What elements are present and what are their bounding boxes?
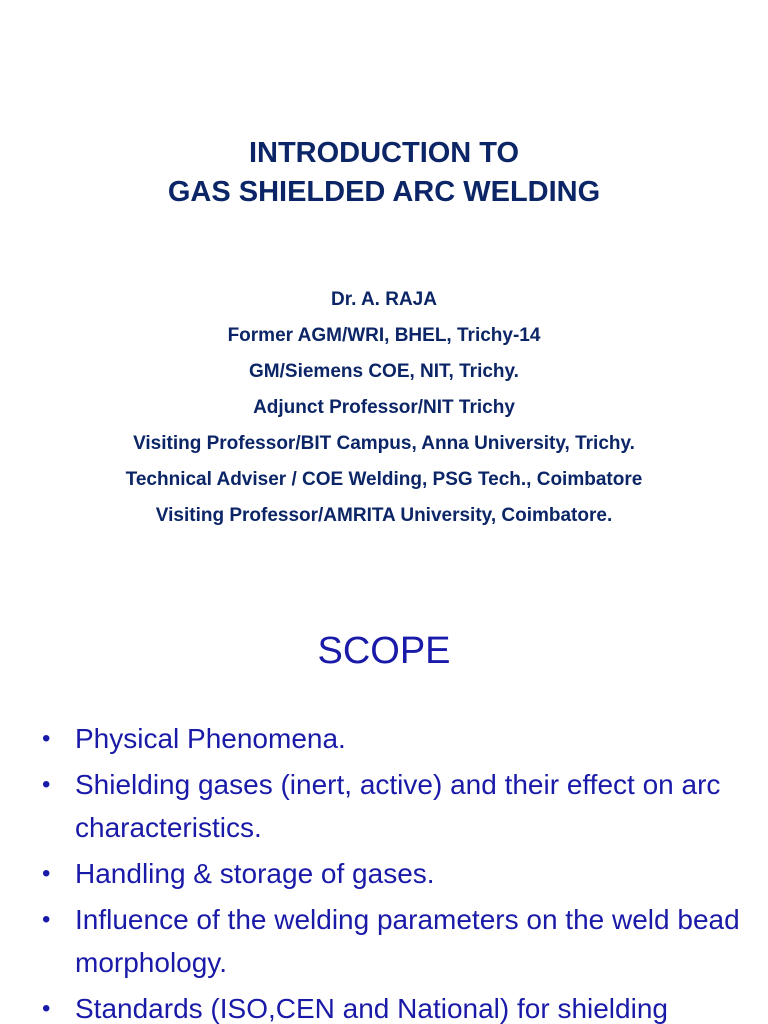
author-line: Visiting Professor/AMRITA University, Coimbatore.	[155, 505, 613, 526]
scope-bullet-list	[42, 717, 742, 1024]
author-line: Dr. A. RAJA	[331, 289, 437, 310]
scope-slide	[0, 560, 768, 1024]
bullet-text: Shielding gases (inert, active) and their effect on arc characteristics.	[75, 769, 721, 843]
bullet-text: Handling & storage of gases.	[75, 858, 435, 889]
author-line: GM/Siemens COE, NIT, Trichy.	[249, 361, 519, 382]
title-line-1: INTRODUCTION TO	[248, 137, 520, 169]
bullet-icon: •	[42, 771, 51, 798]
bullet-item	[42, 717, 742, 760]
author-line: Adjunct Professor/NIT Trichy	[253, 397, 515, 418]
author-line: Technical Adviser / COE Welding, PSG Tech., Coimbatore	[125, 469, 643, 490]
bullet-icon: •	[42, 860, 51, 887]
bullet-icon: •	[42, 995, 51, 1022]
bullet-text: Influence of the welding parameters on the weld bead morphology.	[75, 904, 740, 978]
bullet-item	[42, 852, 742, 895]
author-line: Former AGM/WRI, BHEL, Trichy-14	[227, 325, 541, 346]
title-line-2: GAS SHIELDED ARC WELDING	[167, 176, 601, 208]
scope-title: SCOPE	[317, 630, 451, 672]
bullet-icon: •	[42, 725, 51, 752]
bullet-item	[42, 987, 742, 1024]
bullet-item	[42, 898, 742, 984]
presentation-title	[0, 134, 768, 212]
bullet-icon: •	[42, 906, 51, 933]
bullet-text: Physical Phenomena.	[75, 723, 346, 754]
author-credentials	[0, 282, 768, 534]
author-line: Visiting Professor/BIT Campus, Anna University, Trichy.	[133, 433, 635, 454]
bullet-text: Standards (ISO,CEN and National) for shielding	[75, 993, 668, 1024]
bullet-item	[42, 763, 742, 849]
